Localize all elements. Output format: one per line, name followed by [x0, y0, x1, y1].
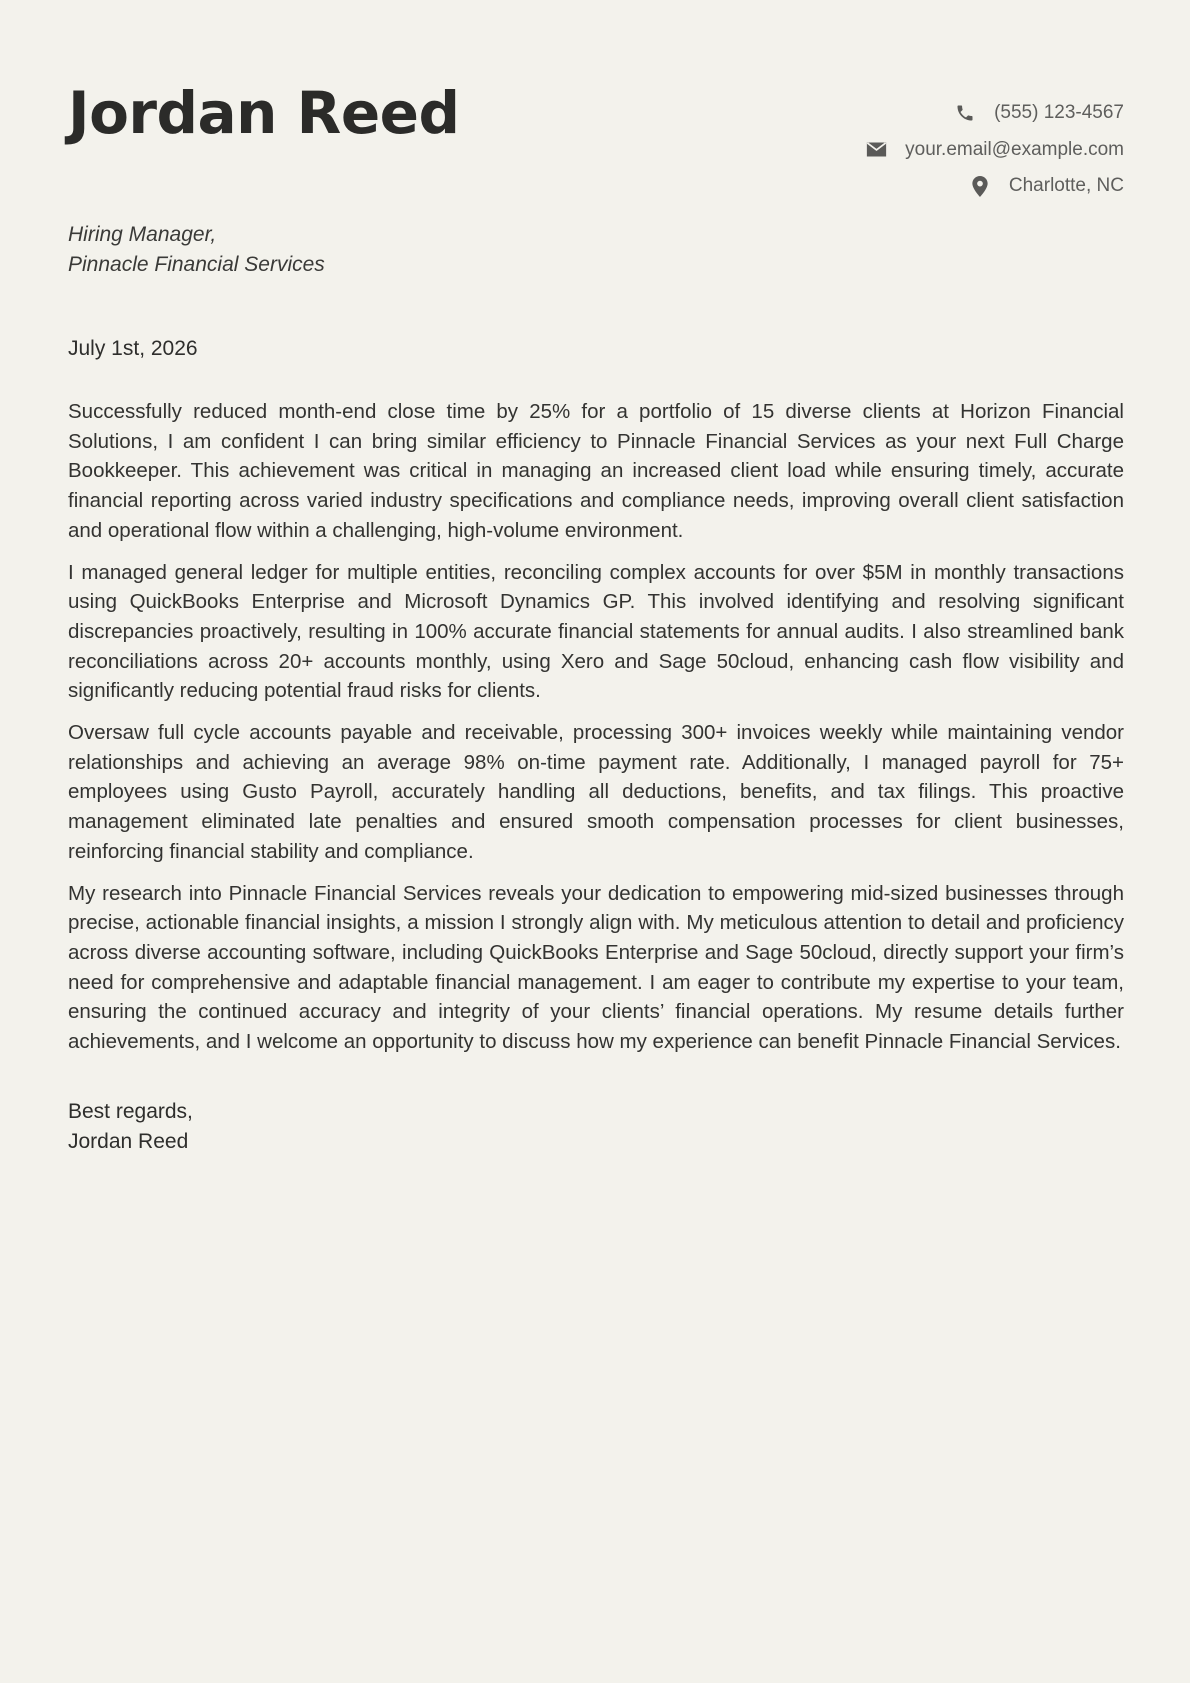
recipient-company: Pinnacle Financial Services — [68, 253, 325, 276]
phone-text: (555) 123-4567 — [994, 102, 1124, 124]
location-text: Charlotte, NC — [1008, 175, 1124, 197]
letter-body — [68, 397, 1124, 1069]
contact-phone — [865, 95, 1124, 132]
map-pin-icon — [969, 175, 991, 197]
contact-location — [865, 168, 1124, 205]
letter-date: July 1st, 2026 — [68, 337, 198, 360]
body-paragraph: I managed general ledger for multiple entities, reconciling complex accounts for over $5M in monthly transactions using QuickBooks Enterprise and Microsoft Dynamics GP. This involved identifying and resolving significant discrepancies proactively, resulting in 100% accurate financial statements for annual audits. I also streamlined bank reconciliations across 20+ accounts monthly, using Xero and Sage 50cloud, enhancing cash flow visibility and significantly reducing potential fraud risks for clients. — [68, 560, 1124, 703]
closing-block — [68, 1097, 193, 1156]
email-text: your.email@example.com — [905, 138, 1124, 160]
body-paragraph: Oversaw full cycle accounts payable and receivable, processing 300+ invoices weekly while maintaining vendor relationships and achieving an average 98% on-time payment rate. Additionally, I managed payroll for 75+ employees using Gusto Payroll, accurately handling all deductions, benefits, and tax filings. This proactive management eliminated late penalties and ensured smooth compensation processes for client businesses, reinforcing financial stability and compliance. — [68, 721, 1124, 863]
contact-email — [865, 132, 1124, 169]
recipient-block — [68, 220, 325, 280]
applicant-name: Jordan Reed — [68, 79, 460, 147]
closing-salutation: Best regards, — [68, 1100, 193, 1123]
body-paragraph: Successfully reduced month-end close time by 25% for a portfolio of 15 diverse clients at Horizon Financial Solutions, I am confident I can bring similar efficiency to Pinnacle Financial Services as your next Full Charge Bookkeeper. This achievement was critical in managing an increased client load while ensuring timely, accurate financial reporting across varied industry specifications and compliance needs, improving overall client satisfaction and operational flow within a challenging, high-volume environment. — [68, 400, 1124, 542]
phone-icon — [954, 102, 976, 124]
closing-signature: Jordan Reed — [68, 1129, 189, 1153]
envelope-icon — [865, 139, 887, 161]
contact-info — [865, 95, 1124, 205]
body-paragraph: My research into Pinnacle Financial Services reveals your dedication to empowering mid-sized businesses through precise, actionable financial insights, a mission I strongly align with. My meticulous attention to detail and proficiency across diverse accounting software, including QuickBooks Enterprise and Sage 50cloud, directly support your firm’s need for comprehensive and adaptable financial management. I am eager to contribute my expertise to your team, ensuring the continued accuracy and integrity of your clients’ financial operations. My resume details further achievements, and I welcome an opportunity to discuss how my experience can benefit Pinnacle Financial Services. — [68, 881, 1124, 1054]
recipient-title: Hiring Manager, — [68, 223, 217, 246]
